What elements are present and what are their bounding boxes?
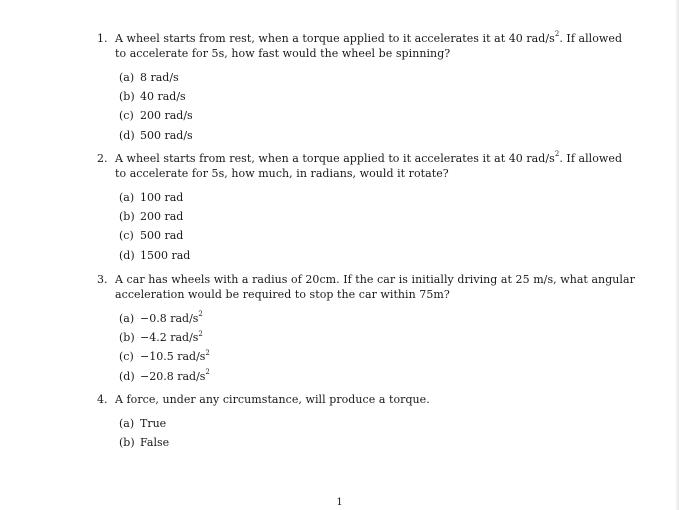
option-text: True	[140, 417, 167, 430]
option-superscript: 2	[205, 367, 210, 376]
option-text: 8 rad/s	[140, 71, 179, 84]
question-1-number: 1.	[97, 32, 108, 45]
question-3-stem-line-2: acceleration would be required to stop the car within 75m?	[115, 288, 450, 301]
question-1-stem-line-2: to accelerate for 5s, how fast would the wheel be spinning?	[115, 47, 451, 60]
option-1c	[97, 106, 597, 125]
question-1-text-b: . If allowed	[559, 32, 623, 45]
option-3a	[97, 309, 597, 328]
option-superscript: 2	[198, 329, 203, 338]
option-3d	[97, 367, 597, 386]
question-4-text-a: A force, under any circumstance, will produce a torque.	[115, 393, 430, 406]
question-3	[97, 272, 635, 386]
option-3b	[97, 328, 597, 347]
option-3c	[97, 347, 597, 366]
option-text: −10.5 rad/s	[140, 350, 206, 364]
option-2b	[97, 207, 597, 226]
page-number: 1	[336, 497, 343, 508]
option-superscript: 2	[205, 348, 210, 357]
option-letter: (b)	[119, 210, 135, 224]
option-text: 1500 rad	[140, 248, 191, 262]
question-2-options	[97, 188, 597, 265]
option-letter: (b)	[119, 436, 135, 450]
question-1-options	[97, 68, 597, 145]
question-3-options	[97, 309, 597, 386]
question-2-superscript: 2	[554, 150, 560, 159]
option-2d	[97, 246, 597, 265]
question-1-stem-line-1	[97, 30, 623, 46]
option-2c	[97, 226, 597, 245]
question-4-number: 4.	[97, 393, 108, 406]
question-2	[97, 150, 623, 265]
option-letter: (d)	[119, 369, 135, 383]
option-text: 500 rad	[140, 229, 184, 243]
option-letter: (d)	[119, 128, 135, 142]
option-1b	[97, 87, 597, 106]
option-letter: (a)	[119, 71, 135, 84]
option-text: 200 rad	[140, 210, 184, 224]
option-letter: (c)	[119, 109, 134, 123]
question-2-stem-line-1	[97, 150, 623, 166]
option-letter: (a)	[119, 417, 135, 430]
question-3-number: 3.	[97, 273, 108, 286]
option-2a	[97, 188, 597, 207]
option-letter: (a)	[119, 312, 135, 325]
option-1d	[97, 126, 597, 145]
question-2-text-b: . If allowed	[559, 152, 623, 165]
question-2-stem-line-2: to accelerate for 5s, how much, in radians, would it rotate?	[115, 167, 449, 180]
option-text: −4.2 rad/s	[140, 331, 199, 345]
option-text: −20.8 rad/s	[140, 369, 206, 383]
option-text: False	[140, 436, 170, 450]
page-edge	[675, 0, 679, 510]
question-1	[97, 30, 623, 145]
question-1-superscript: 2	[554, 30, 560, 39]
option-letter: (a)	[119, 191, 135, 204]
option-letter: (c)	[119, 229, 134, 243]
question-4-stem-line-1	[97, 392, 597, 407]
question-4-options	[97, 414, 597, 452]
option-letter: (b)	[119, 90, 135, 104]
option-letter: (d)	[119, 248, 135, 262]
option-text: 40 rad/s	[140, 90, 186, 104]
question-1-text-a: A wheel starts from rest, when a torque applied to it accelerates it at 40 rad/s	[115, 32, 555, 45]
option-text: 500 rad/s	[140, 128, 193, 142]
option-superscript: 2	[198, 310, 203, 319]
option-text: 200 rad/s	[140, 109, 193, 123]
option-text: 100 rad	[140, 191, 184, 204]
question-4	[97, 392, 597, 452]
option-letter: (c)	[119, 350, 134, 364]
question-2-text-a: A wheel starts from rest, when a torque applied to it accelerates it at 40 rad/s	[115, 152, 555, 165]
option-letter: (b)	[119, 331, 135, 345]
question-3-stem-line-1	[97, 272, 635, 287]
option-4a	[97, 414, 597, 433]
option-text: −0.8 rad/s	[140, 312, 199, 325]
question-3-text-a: A car has wheels with a radius of 20cm. If the car is initially driving at 25 m/s, what angular	[115, 273, 635, 286]
option-4b	[97, 433, 597, 452]
option-1a	[97, 68, 597, 87]
question-2-number: 2.	[97, 152, 108, 165]
